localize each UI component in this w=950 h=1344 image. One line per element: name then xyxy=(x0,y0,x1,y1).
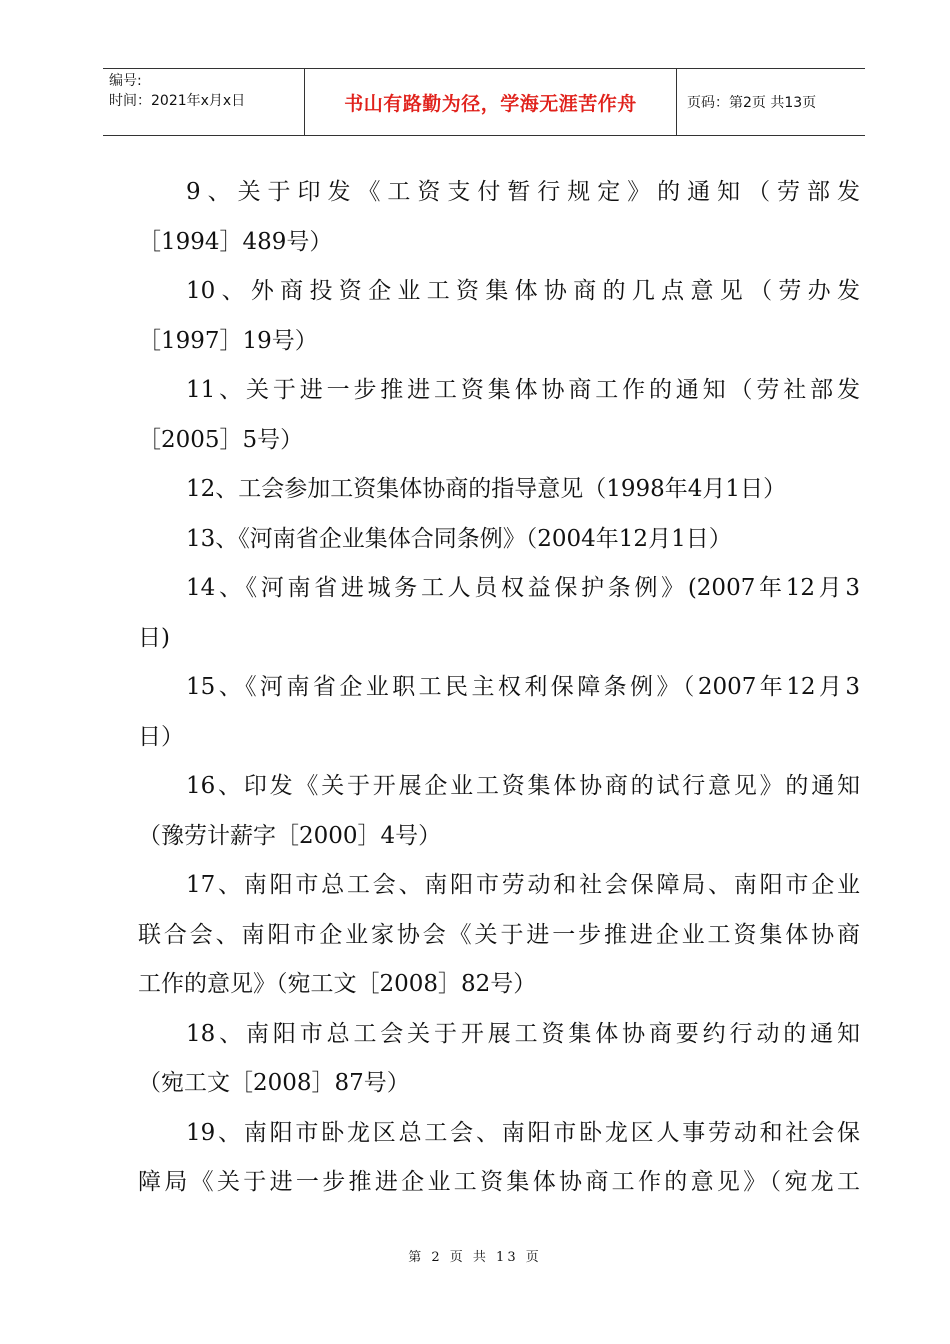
text-line: 工作的意见》（宛工文［2008］82号） xyxy=(138,971,537,997)
header-time-label: 时间：2021年x月x日 xyxy=(109,93,246,109)
text-line: 11、关于进一步推进工资集体协商工作的通知（劳社部发 xyxy=(186,377,860,403)
text-line: 17、南阳市总工会、南阳市劳动和社会保障局、南阳市企业 xyxy=(186,872,860,898)
header-number-label: 编号: xyxy=(109,73,142,89)
text-line: 障局《关于进一步推进企业工资集体协商工作的意见》（宛龙工 xyxy=(138,1169,860,1195)
text-line: ［1997］19号） xyxy=(138,327,318,354)
text-line: 15、《河南省企业职工民主权利保障条例》（2007年12月3 xyxy=(186,674,860,700)
document-body xyxy=(138,168,860,1208)
text-line: 13、《河南省企业集体合同条例》（2004年12月1日） xyxy=(186,525,732,552)
text-line: 16、印发《关于开展企业工资集体协商的试行意见》的通知 xyxy=(186,773,860,799)
text-line: 联合会、南阳市企业家协会《关于进一步推进企业工资集体协商 xyxy=(138,921,860,948)
text-line: 10、外商投资企业工资集体协商的几点意见（劳办发 xyxy=(186,278,860,304)
page-footer: 第 2 页 共 13 页 xyxy=(408,1250,542,1265)
header-page-cell xyxy=(677,69,865,135)
text-line: 19、南阳市卧龙区总工会、南阳市卧龙区人事劳动和社会保 xyxy=(186,1119,860,1146)
text-line: 日） xyxy=(138,723,184,750)
text-line: （宛工文［2008］87号） xyxy=(138,1070,410,1096)
header-motto-cell xyxy=(304,69,677,135)
text-line: ［1994］489号） xyxy=(138,228,333,255)
text-line: （豫劳计薪字［2000］4号） xyxy=(138,822,442,849)
header-page-info: 页码：第2页 共13页 xyxy=(687,95,817,111)
text-line: 日) xyxy=(138,624,170,651)
text-line: 12、工会参加工资集体协商的指导意见（1998年4月1日） xyxy=(186,476,787,502)
page-header xyxy=(103,68,865,136)
text-line: 9、关于印发《工资支付暂行规定》的通知（劳部发 xyxy=(186,179,860,205)
text-line: 14、《河南省进城务工人员权益保护条例》(2007年12月3 xyxy=(186,575,860,601)
text-line: ［2005］5号） xyxy=(138,426,304,453)
header-meta xyxy=(103,69,304,135)
text-line: 18、南阳市总工会关于开展工资集体协商要约行动的通知 xyxy=(186,1020,860,1047)
header-motto: 书山有路勤为径，学海无涯苦作舟 xyxy=(344,92,637,115)
